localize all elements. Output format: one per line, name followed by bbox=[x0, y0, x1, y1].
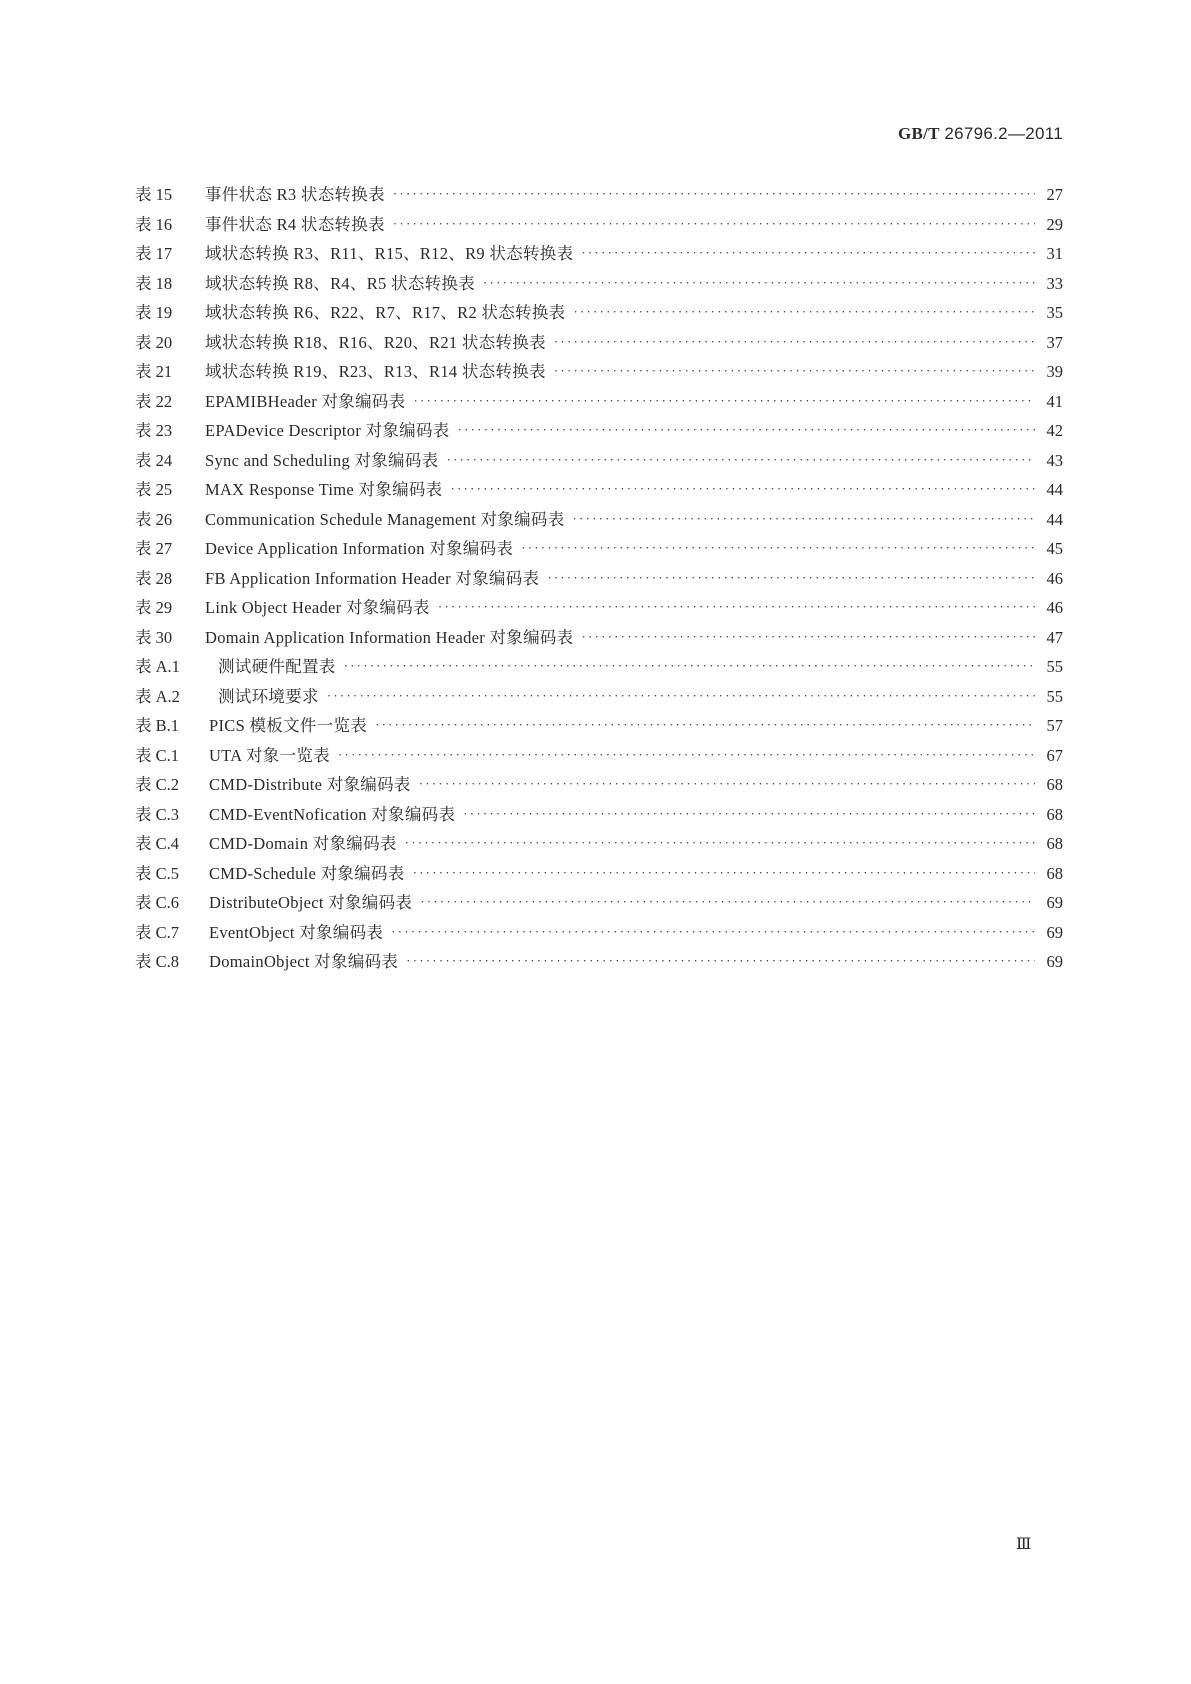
toc-entry-title: EPAMIBHeader 对象编码表 bbox=[205, 391, 406, 411]
toc-entry-page: 68 bbox=[1046, 834, 1063, 853]
dot-leader bbox=[406, 946, 1035, 976]
toc-entry-number: 表 19 bbox=[135, 303, 173, 322]
toc-entry-page: 57 bbox=[1046, 716, 1063, 735]
toc-entry-number: 表 22 bbox=[135, 391, 173, 411]
toc-entry-number: 表 C.7 bbox=[135, 922, 180, 942]
toc-entry-title: EventObject 对象编码表 bbox=[209, 922, 384, 942]
toc-entry-page: 35 bbox=[1046, 303, 1063, 322]
toc-entry-page: 42 bbox=[1046, 421, 1063, 440]
dot-leader bbox=[446, 445, 1035, 475]
toc-entry-number: 表 17 bbox=[135, 244, 173, 263]
toc-entry-page: 31 bbox=[1046, 244, 1063, 263]
toc-entry-page: 41 bbox=[1046, 391, 1063, 411]
toc-entry[interactable] bbox=[135, 387, 1063, 417]
toc-entry-page: 68 bbox=[1046, 863, 1063, 883]
dot-leader bbox=[547, 563, 1035, 593]
dot-leader bbox=[393, 179, 1035, 209]
toc-entry[interactable] bbox=[135, 446, 1063, 476]
dot-leader bbox=[438, 592, 1035, 622]
toc-entry-number: 表 26 bbox=[135, 509, 173, 529]
toc-entry-title: CMD-Domain 对象编码表 bbox=[209, 834, 397, 853]
toc-entry-number: 表 C.8 bbox=[135, 952, 180, 971]
dot-leader bbox=[483, 268, 1035, 298]
toc-entry-number: 表 C.6 bbox=[135, 893, 180, 912]
dot-leader bbox=[344, 651, 1035, 681]
toc-entry-number: 表 15 bbox=[135, 185, 173, 204]
toc-entry[interactable] bbox=[135, 475, 1063, 505]
toc-entry-page: 45 bbox=[1046, 539, 1063, 558]
toc-entry-title: CMD-EventNofication 对象编码表 bbox=[209, 804, 456, 824]
toc-entry[interactable] bbox=[135, 918, 1063, 948]
dot-leader bbox=[413, 858, 1035, 888]
dot-leader bbox=[521, 533, 1035, 563]
toc-entry[interactable] bbox=[135, 888, 1063, 918]
toc-entry[interactable] bbox=[135, 623, 1063, 653]
toc-entry[interactable] bbox=[135, 298, 1063, 328]
toc-entry-title: 事件状态 R3 状态转换表 bbox=[205, 185, 385, 204]
toc-entry[interactable] bbox=[135, 711, 1063, 741]
toc-entry[interactable] bbox=[135, 770, 1063, 800]
toc-entry-page: 46 bbox=[1046, 598, 1063, 617]
toc-entry-number: 表 C.4 bbox=[135, 834, 180, 853]
toc-entry-title: Sync and Scheduling 对象编码表 bbox=[205, 450, 439, 470]
toc-entry-number: 表 23 bbox=[135, 421, 173, 440]
toc-entry-number: 表 27 bbox=[135, 539, 173, 558]
toc-entry-number: 表 20 bbox=[135, 332, 173, 352]
dot-leader bbox=[458, 415, 1035, 445]
toc-entry[interactable] bbox=[135, 534, 1063, 564]
toc-entry-page: 27 bbox=[1046, 185, 1063, 204]
toc-entry[interactable] bbox=[135, 210, 1063, 240]
toc-entry-number: 表 24 bbox=[135, 450, 173, 470]
dot-leader bbox=[338, 740, 1035, 770]
toc-entry-number: 表 A.1 bbox=[135, 657, 180, 676]
toc-entry-title: FB Application Information Header 对象编码表 bbox=[205, 568, 540, 588]
toc-entry-number: 表 30 bbox=[135, 627, 173, 647]
toc-entry[interactable] bbox=[135, 180, 1063, 210]
toc-entry-number: 表 C.5 bbox=[135, 863, 180, 883]
toc-entry[interactable] bbox=[135, 741, 1063, 771]
toc-entry[interactable] bbox=[135, 829, 1063, 859]
dot-leader bbox=[419, 769, 1035, 799]
dot-leader bbox=[573, 297, 1035, 327]
toc-entry-page: 69 bbox=[1046, 893, 1063, 912]
toc-entry[interactable] bbox=[135, 505, 1063, 535]
toc-entry-title: 测试硬件配置表 bbox=[218, 657, 336, 676]
toc-entry-page: 55 bbox=[1046, 657, 1063, 676]
toc-entry-title: 事件状态 R4 状态转换表 bbox=[205, 214, 385, 234]
toc-entry-page: 44 bbox=[1046, 480, 1063, 499]
toc-entry-page: 69 bbox=[1046, 952, 1063, 971]
toc-entry-page: 44 bbox=[1046, 509, 1063, 529]
toc-entry-page: 39 bbox=[1046, 362, 1063, 381]
toc-entry-number: 表 18 bbox=[135, 273, 173, 293]
standard-prefix: GB/T bbox=[898, 124, 940, 143]
toc-entry-number: 表 29 bbox=[135, 598, 173, 617]
toc-entry[interactable] bbox=[135, 593, 1063, 623]
toc-entry-number: 表 C.3 bbox=[135, 804, 180, 824]
toc-entry-title: 域状态转换 R19、R23、R13、R14 状态转换表 bbox=[205, 362, 546, 381]
toc-entry-title: MAX Response Time 对象编码表 bbox=[205, 480, 443, 499]
toc-entry-page: 47 bbox=[1046, 627, 1063, 647]
toc-entry[interactable] bbox=[135, 564, 1063, 594]
toc-entry[interactable] bbox=[135, 328, 1063, 358]
toc-entry-number: 表 25 bbox=[135, 480, 173, 499]
dot-leader bbox=[581, 238, 1035, 268]
toc-entry[interactable] bbox=[135, 269, 1063, 299]
toc-entry-page: 55 bbox=[1046, 686, 1063, 706]
toc-entry[interactable] bbox=[135, 800, 1063, 830]
toc-entry-title: 域状态转换 R3、R11、R15、R12、R9 状态转换表 bbox=[205, 244, 574, 263]
table-of-contents-list bbox=[135, 180, 1063, 977]
toc-entry-title: 域状态转换 R18、R16、R20、R21 状态转换表 bbox=[205, 332, 546, 352]
toc-entry-page: 43 bbox=[1046, 450, 1063, 470]
dot-leader bbox=[463, 799, 1035, 829]
dot-leader bbox=[327, 681, 1035, 711]
toc-entry-page: 37 bbox=[1046, 332, 1063, 352]
toc-entry-page: 29 bbox=[1046, 214, 1063, 234]
toc-entry-page: 68 bbox=[1046, 804, 1063, 824]
toc-entry[interactable] bbox=[135, 859, 1063, 889]
toc-entry-page: 69 bbox=[1046, 922, 1063, 942]
dot-leader bbox=[420, 887, 1035, 917]
toc-entry-number: 表 A.2 bbox=[135, 686, 180, 706]
toc-entry-title: CMD-Schedule 对象编码表 bbox=[209, 863, 405, 883]
dot-leader bbox=[573, 504, 1035, 534]
dot-leader bbox=[554, 356, 1035, 386]
toc-entry-number: 表 16 bbox=[135, 214, 173, 234]
toc-entry-title: Link Object Header 对象编码表 bbox=[205, 598, 430, 617]
toc-entry-title: PICS 模板文件一览表 bbox=[209, 716, 368, 735]
dot-leader bbox=[391, 917, 1035, 947]
toc-entry[interactable] bbox=[135, 416, 1063, 446]
toc-entry-number: 表 21 bbox=[135, 362, 173, 381]
toc-entry-title: CMD-Distribute 对象编码表 bbox=[209, 775, 411, 794]
toc-entry[interactable] bbox=[135, 239, 1063, 269]
toc-entry-page: 33 bbox=[1046, 273, 1063, 293]
dot-leader bbox=[375, 710, 1035, 740]
toc-entry-number: 表 28 bbox=[135, 568, 173, 588]
page-number: Ⅲ bbox=[1016, 1536, 1032, 1553]
toc-entry[interactable] bbox=[135, 947, 1063, 977]
toc-entry-number: 表 C.2 bbox=[135, 775, 180, 794]
toc-entry[interactable] bbox=[135, 652, 1063, 682]
toc-entry-title: Device Application Information 对象编码表 bbox=[205, 539, 514, 558]
toc-entry-title: DistributeObject 对象编码表 bbox=[209, 893, 413, 912]
toc-entry[interactable] bbox=[135, 682, 1063, 712]
toc-entry-number: 表 C.1 bbox=[135, 745, 180, 765]
toc-entry-title: UTA 对象一览表 bbox=[209, 745, 331, 765]
toc-entry-title: DomainObject 对象编码表 bbox=[209, 952, 399, 971]
standard-number: 26796.2—2011 bbox=[944, 124, 1063, 143]
dot-leader bbox=[393, 209, 1035, 239]
toc-entry-page: 68 bbox=[1046, 775, 1063, 794]
toc-entry-title: Domain Application Information Header 对象编码表 bbox=[205, 627, 574, 647]
toc-entry-title: 域状态转换 R6、R22、R7、R17、R2 状态转换表 bbox=[205, 303, 566, 322]
toc-entry-page: 67 bbox=[1046, 745, 1063, 765]
dot-leader bbox=[450, 474, 1035, 504]
toc-entry[interactable] bbox=[135, 357, 1063, 387]
dot-leader bbox=[582, 622, 1036, 652]
toc-entry-number: 表 B.1 bbox=[135, 716, 180, 735]
dot-leader bbox=[413, 386, 1035, 416]
toc-entry-title: 域状态转换 R8、R4、R5 状态转换表 bbox=[205, 273, 476, 293]
toc-entry-title: EPADevice Descriptor 对象编码表 bbox=[205, 421, 450, 440]
dot-leader bbox=[554, 327, 1035, 357]
dot-leader bbox=[405, 828, 1035, 858]
toc-entry-title: Communication Schedule Management 对象编码表 bbox=[205, 509, 565, 529]
standard-header bbox=[898, 124, 1063, 144]
toc-entry-title: 测试环境要求 bbox=[218, 686, 319, 706]
toc-entry-page: 46 bbox=[1046, 568, 1063, 588]
